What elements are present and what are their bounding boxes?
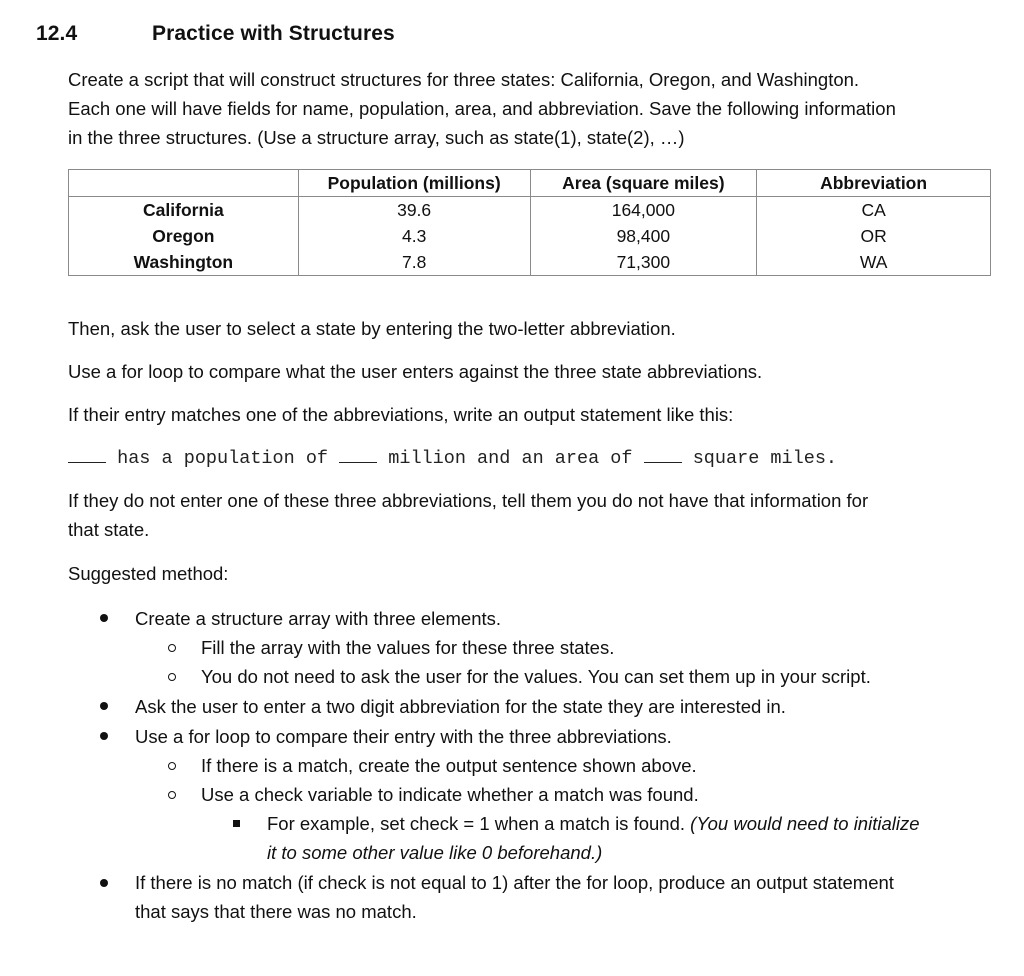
state-population: 39.6 bbox=[298, 197, 530, 224]
state-population: 7.8 bbox=[298, 249, 530, 276]
state-population: 4.3 bbox=[298, 223, 530, 249]
intro-line-1: Create a script that will construct structures for three states: California, Oregon, and Washington. bbox=[68, 69, 860, 90]
method-bullet-4-line-2: that says that there was no match. bbox=[135, 901, 417, 922]
instruction-select: Then, ask the user to select a state by entering the two-letter abbreviation. bbox=[68, 318, 676, 339]
states-table bbox=[68, 169, 991, 276]
header-area: Area (square miles) bbox=[530, 170, 757, 197]
table-row bbox=[69, 223, 991, 249]
intro-line-3: in the three structures. (Use a structure array, such as state(1), state(2), …) bbox=[68, 127, 685, 148]
sub-bullet-icon bbox=[168, 791, 176, 799]
blank-area bbox=[644, 445, 682, 463]
method-bullet-3b1-italic: (You would need to initialize bbox=[690, 813, 920, 834]
state-abbreviation: WA bbox=[757, 249, 991, 276]
nomatch-line-2: that state. bbox=[68, 519, 150, 540]
table-row bbox=[69, 249, 991, 276]
blank-population bbox=[339, 445, 377, 463]
instruction-match: If their entry matches one of the abbreviations, write an output statement like this: bbox=[68, 404, 734, 425]
header-empty bbox=[69, 170, 299, 197]
state-area: 164,000 bbox=[530, 197, 757, 224]
bullet-icon bbox=[100, 702, 108, 710]
template-part-1: has a population of bbox=[106, 448, 340, 469]
method-bullet-3b1-line-2: it to some other value like 0 beforehand.) bbox=[267, 842, 603, 863]
sub-bullet-icon bbox=[168, 644, 176, 652]
state-name: California bbox=[69, 197, 299, 224]
intro-line-2: Each one will have fields for name, population, area, and abbreviation. Save the following information bbox=[68, 98, 896, 119]
state-abbreviation: CA bbox=[757, 197, 991, 224]
method-bullet-3b: Use a check variable to indicate whether a match was found. bbox=[201, 784, 699, 805]
bullet-icon bbox=[100, 879, 108, 887]
table-header-row bbox=[69, 170, 991, 197]
method-bullet-1b: You do not need to ask the user for the values. You can set them up in your script. bbox=[201, 666, 871, 687]
method-bullet-3b1-plain: For example, set check = 1 when a match is found. bbox=[267, 813, 691, 834]
state-abbreviation: OR bbox=[757, 223, 991, 249]
method-bullet-3a: If there is a match, create the output sentence shown above. bbox=[201, 755, 697, 776]
state-area: 71,300 bbox=[530, 249, 757, 276]
method-bullet-4-line-1: If there is no match (if check is not equal to 1) after the for loop, produce an output statement bbox=[135, 872, 894, 893]
blank-name bbox=[68, 445, 106, 463]
state-name: Oregon bbox=[69, 223, 299, 249]
method-title: Suggested method: bbox=[68, 563, 229, 584]
table-row bbox=[69, 197, 991, 224]
state-area: 98,400 bbox=[530, 223, 757, 249]
method-bullet-2: Ask the user to enter a two digit abbreviation for the state they are interested in. bbox=[135, 696, 786, 717]
section-heading bbox=[36, 22, 395, 46]
bullet-icon bbox=[100, 614, 108, 622]
bullet-icon bbox=[100, 732, 108, 740]
method-bullet-1a: Fill the array with the values for these three states. bbox=[201, 637, 615, 658]
section-title: Practice with Structures bbox=[152, 22, 395, 45]
square-bullet-icon bbox=[233, 820, 240, 827]
instruction-loop: Use a for loop to compare what the user enters against the three state abbreviations. bbox=[68, 361, 763, 382]
state-name: Washington bbox=[69, 249, 299, 276]
nomatch-line-1: If they do not enter one of these three abbreviations, tell them you do not have that information for bbox=[68, 490, 869, 511]
output-template bbox=[68, 445, 837, 473]
sub-bullet-icon bbox=[168, 762, 176, 770]
header-abbreviation: Abbreviation bbox=[757, 170, 991, 197]
section-number: 12.4 bbox=[36, 22, 78, 45]
template-part-3: square miles. bbox=[681, 448, 838, 469]
header-population: Population (millions) bbox=[298, 170, 530, 197]
method-bullet-3b1-line-1 bbox=[267, 809, 920, 838]
method-bullet-3: Use a for loop to compare their entry with the three abbreviations. bbox=[135, 726, 672, 747]
template-part-2: million and an area of bbox=[377, 448, 644, 469]
method-bullet-1: Create a structure array with three elements. bbox=[135, 608, 502, 629]
sub-bullet-icon bbox=[168, 673, 176, 681]
